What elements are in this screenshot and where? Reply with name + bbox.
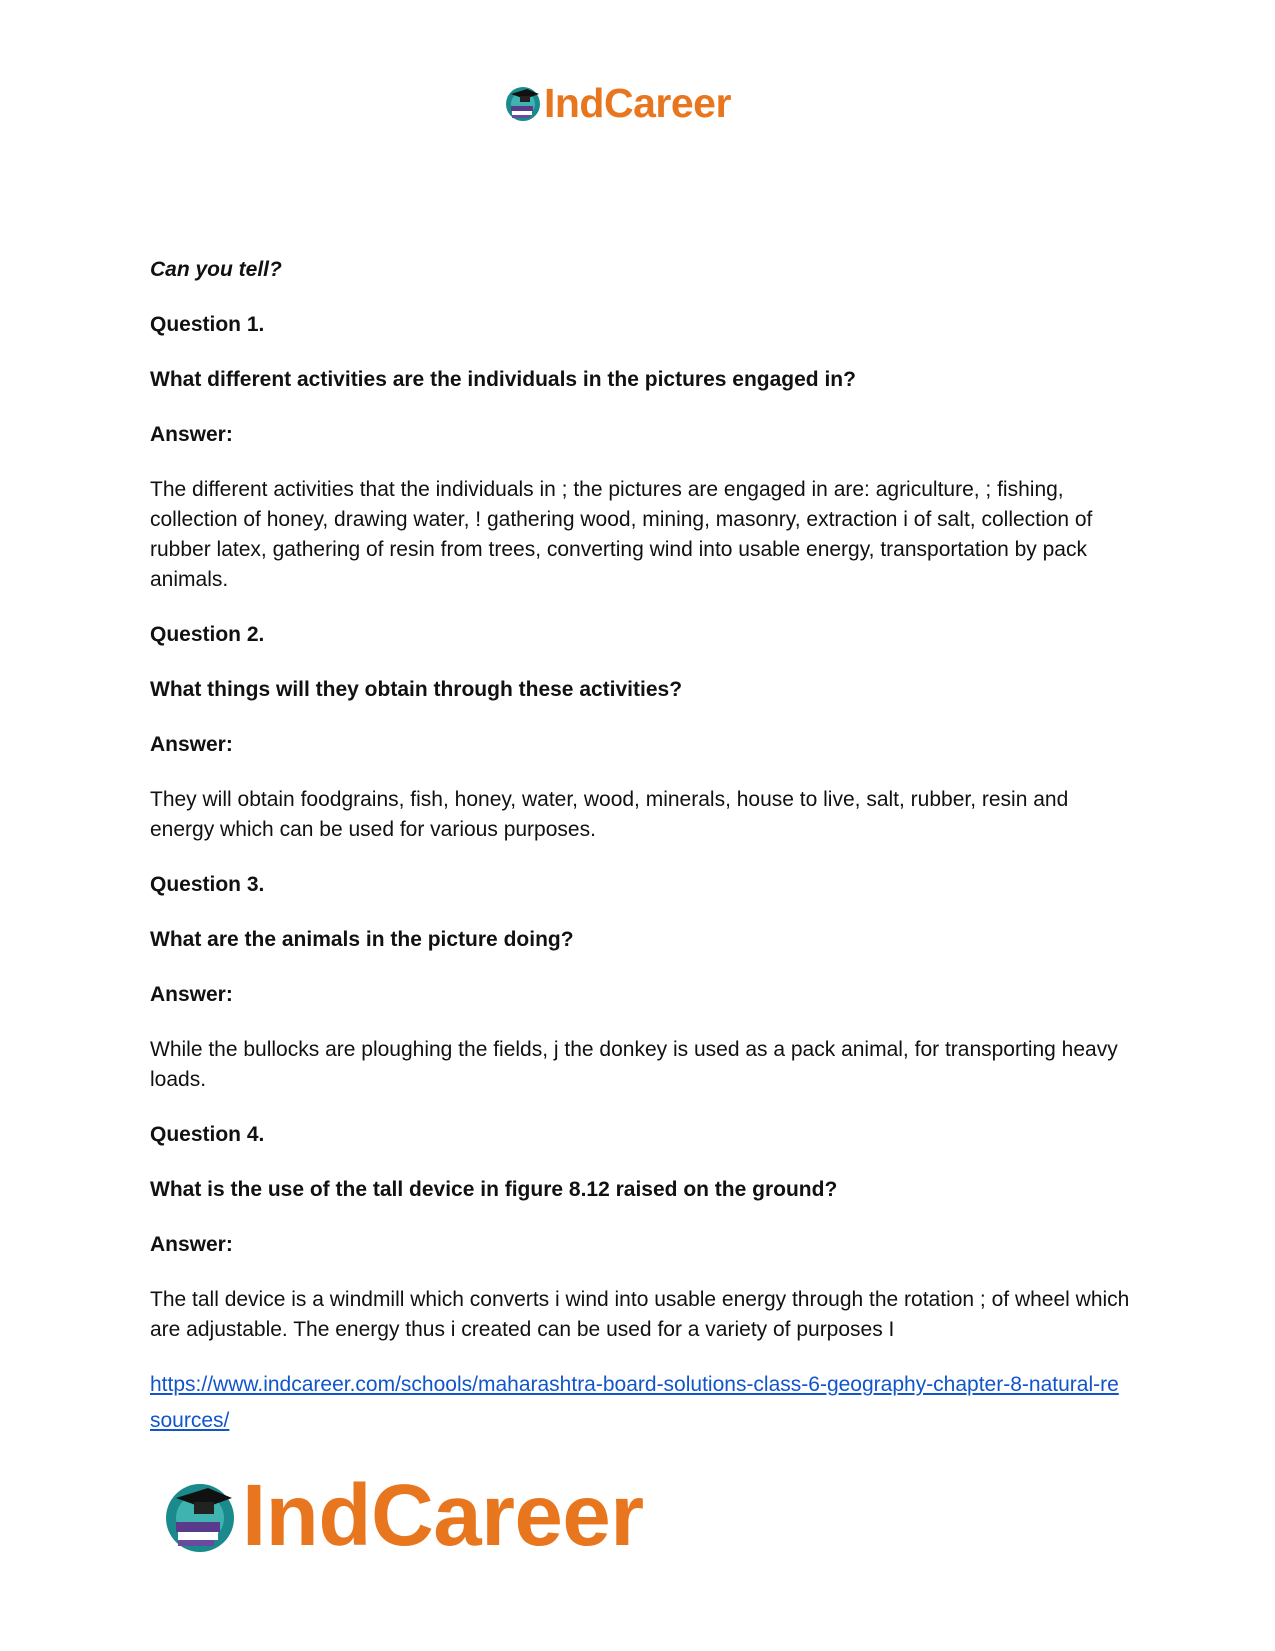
question-text: What is the use of the tall device in figure 8.12 raised on the ground? (150, 1178, 838, 1201)
question-label: Question 4. (150, 1123, 265, 1146)
question-label: Question 2. (150, 623, 265, 646)
question-text: What different activities are the individuals in the pictures engaged in? (150, 368, 856, 391)
answer-label: Answer: (150, 983, 233, 1006)
answer-text: They will obtain foodgrains, fish, honey, water, wood, minerals, house to live, salt, rubber, resin and energy which can be used for various purposes. (150, 788, 1069, 841)
question-text: What are the animals in the picture doing? (150, 928, 574, 951)
answer-text: While the bullocks are ploughing the fields, j the donkey is used as a pack animal, for transporting heavy loads. (150, 1038, 1118, 1091)
answer-text: The tall device is a windmill which converts i wind into usable energy through the rotation ; of wheel which are adjustable. The energy thus i created can be used for a variety of purposes I (150, 1288, 1130, 1341)
graduation-globe-icon (160, 1476, 240, 1556)
question-label: Question 1. (150, 313, 265, 336)
brand-name: IndCareer (544, 80, 731, 126)
graduation-globe-icon (503, 83, 543, 123)
section-title: Can you tell? (150, 258, 282, 281)
document-body (150, 255, 1130, 1439)
answer-text: The different activities that the individuals in ; the pictures are engaged in are: agriculture, ; fishing, collection of honey, drawing water, ! gathering wood, mining, masonry, extraction i of salt, collection of rubber latex, gathering of resin from trees, converting wind into usable energy, transportation by pack animals. (150, 478, 1093, 591)
answer-label: Answer: (150, 1233, 233, 1256)
header-logo (503, 80, 731, 126)
answer-label: Answer: (150, 423, 233, 446)
question-text: What things will they obtain through these activities? (150, 678, 683, 701)
answer-label: Answer: (150, 733, 233, 756)
footer-logo (160, 1468, 644, 1564)
brand-name: IndCareer (242, 1467, 644, 1564)
source-link[interactable]: https://www.indcareer.com/schools/maharashtra-board-solutions-class-6-geography-chapter-8-natural-resources/ (150, 1373, 1119, 1432)
question-label: Question 3. (150, 873, 265, 896)
